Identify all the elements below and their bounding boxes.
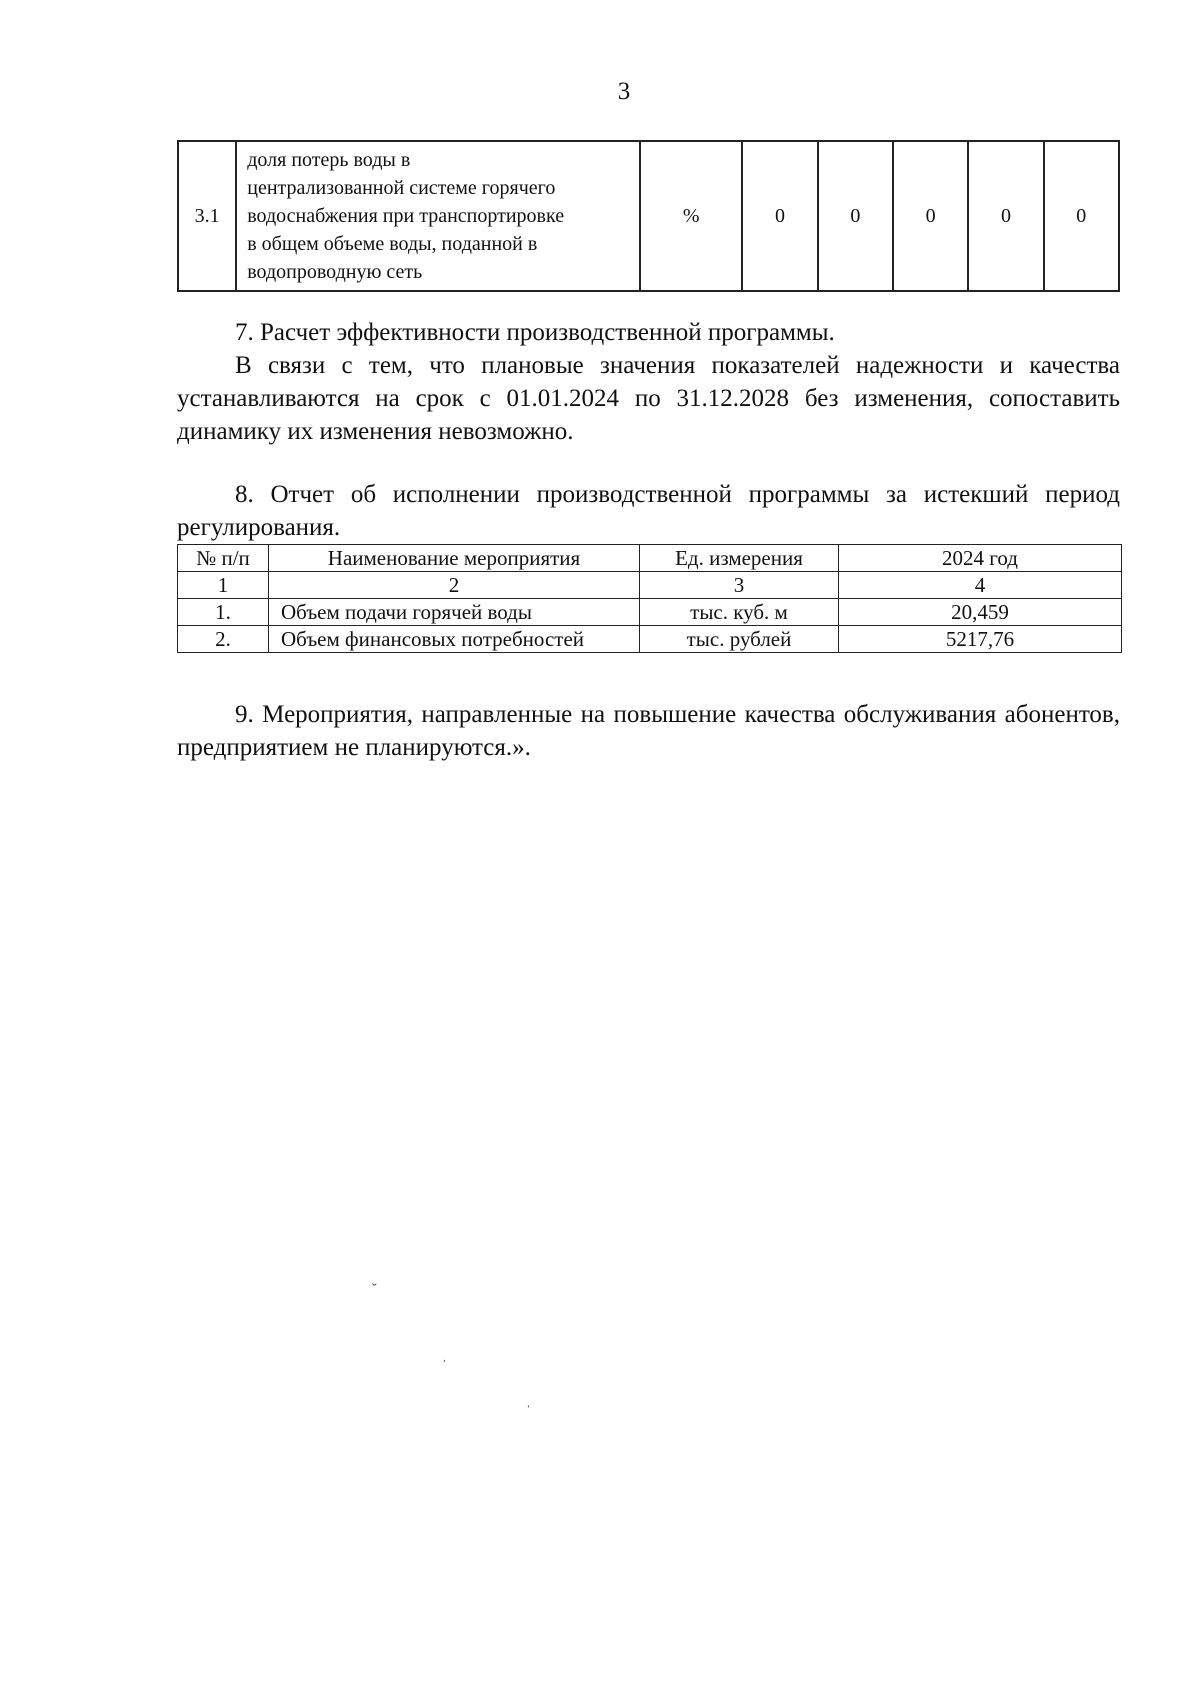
- column-header: Наименование мероприятия: [269, 545, 640, 572]
- scan-mark: ˇ: [372, 1282, 377, 1297]
- row-name: Объем подачи горячей воды: [269, 599, 640, 626]
- column-header: Ед. измерения: [640, 545, 839, 572]
- table-row: [178, 599, 1122, 626]
- indicator-value: 0: [742, 141, 817, 291]
- report-table: [177, 544, 1122, 653]
- table-column-number-row: [178, 572, 1122, 599]
- row-number: 1.: [178, 599, 269, 626]
- row-name: Объем финансовых потребностей: [269, 626, 640, 653]
- column-header: 2024 год: [839, 545, 1122, 572]
- section7-text: В связи с тем, что плановые значения показателей надежности и качества устанавливаются на срок с 01.01.2024 по 31.12.2028 без изменения, сопоставить динамику их изменения невозможно.: [177, 352, 1120, 445]
- indicator-value: 0: [968, 141, 1043, 291]
- scan-mark: ˌ: [442, 1348, 447, 1363]
- page-number: 3: [617, 78, 631, 105]
- row-unit: тыс. рублей: [640, 626, 839, 653]
- indicator-value: 0: [1044, 141, 1119, 291]
- section8-heading: 8. Отчет об исполнении производственной программы за истекший период регулирования.: [177, 481, 1120, 541]
- indicator-value: 0: [818, 141, 893, 291]
- row-value: 5217,76: [839, 626, 1122, 653]
- table-row: [178, 141, 1119, 291]
- column-number: 2: [269, 572, 640, 599]
- row-unit: тыс. куб. м: [640, 599, 839, 626]
- table-row: [178, 626, 1122, 653]
- section7-heading: 7. Расчет эффективности производственной программы.: [235, 319, 835, 346]
- description-line: водоснабжения при транспортировке: [247, 205, 565, 227]
- scan-mark: ˈ: [526, 1404, 531, 1419]
- table-header-row: [178, 545, 1122, 572]
- row-number: 2.: [178, 626, 269, 653]
- row-number: 3.1: [178, 141, 236, 291]
- column-header: № п/п: [178, 545, 269, 572]
- description-line: водопроводную сеть: [247, 261, 423, 283]
- description-line: в общем объеме воды, поданной в: [247, 233, 538, 255]
- indicator-table: [177, 140, 1120, 292]
- description-line: доля потерь воды в: [247, 149, 411, 171]
- section9-text: 9. Мероприятия, направленные на повышение качества обслуживания абонентов, предприятием не планируются.».: [177, 701, 1120, 761]
- column-number: 4: [839, 572, 1122, 599]
- description-line: централизованной системе горячего: [247, 177, 556, 199]
- row-value: 20,459: [839, 599, 1122, 626]
- indicator-description: [236, 141, 640, 291]
- indicator-value: 0: [893, 141, 968, 291]
- column-number: 1: [178, 572, 269, 599]
- column-number: 3: [640, 572, 839, 599]
- indicator-unit: %: [640, 141, 742, 291]
